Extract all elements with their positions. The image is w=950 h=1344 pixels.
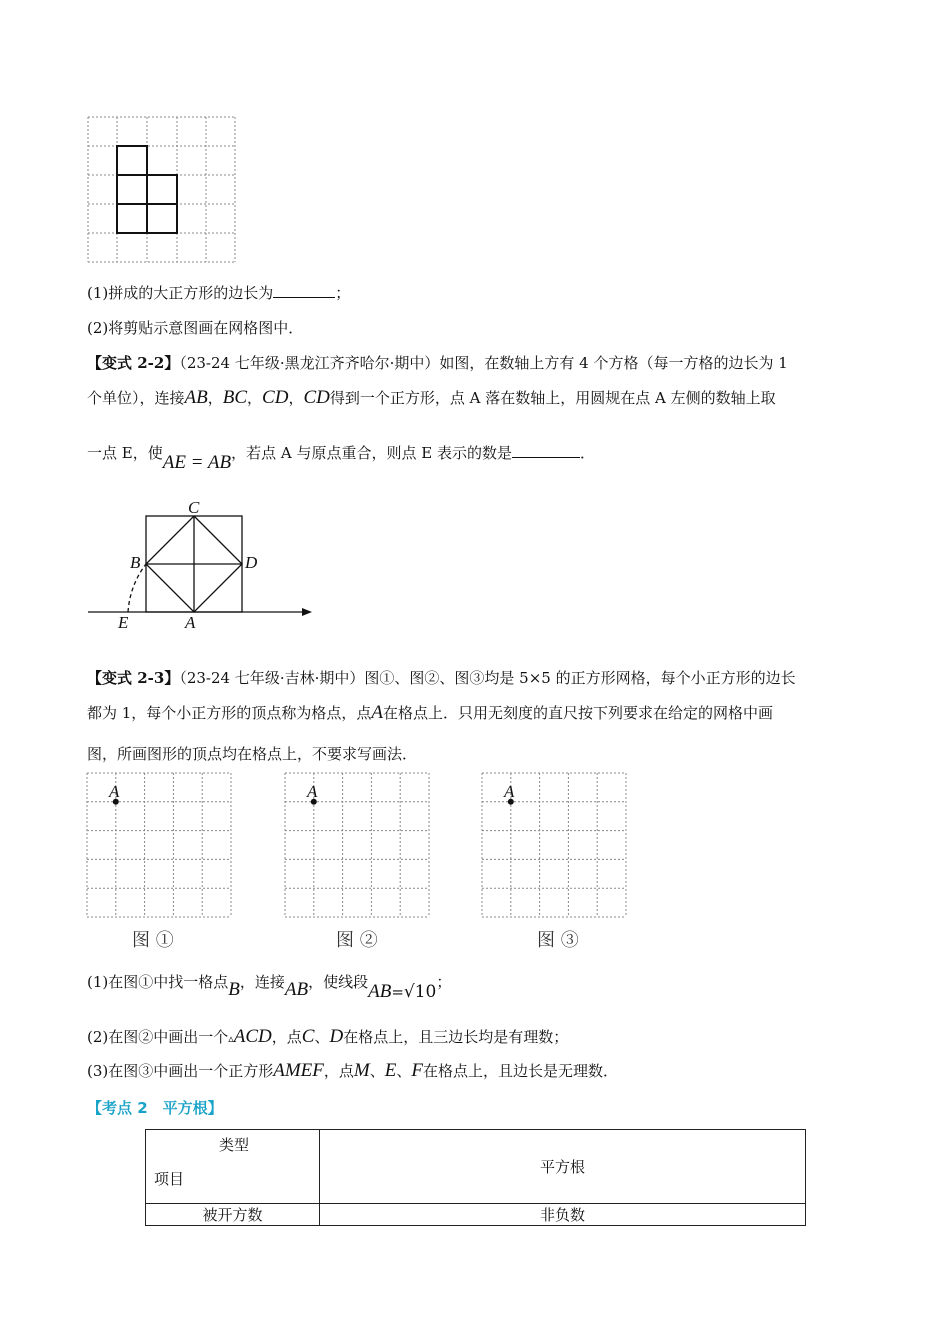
header-square-root: 平方根	[320, 1130, 806, 1204]
grid-figure-1	[86, 772, 234, 920]
l-shape-outline	[117, 146, 177, 233]
variant-2-3-line3: 图，所画图形的顶点均在格点上，不要求写画法．	[87, 745, 418, 763]
variant-2-2-line2: 个单位），连接AB，BC，CD，CD得到一个正方形，点 A 落在数轴上，用圆规在点 A 左侧的数轴上取	[87, 387, 776, 408]
row-label-radicand: 被开方数	[146, 1204, 320, 1226]
answer-blank-2[interactable]	[512, 443, 580, 458]
sub-question-2: (2)在图②中画出一个▵ACD，点C、D在格点上，且三边长均是有理数；	[87, 1026, 569, 1047]
label-c: C	[188, 498, 200, 517]
header-diagonal-cell	[146, 1130, 320, 1204]
label-e: E	[118, 613, 129, 630]
point-a-label: A	[109, 782, 120, 801]
caption-fig-3: 图 ③	[537, 930, 579, 951]
question-2: (2)将剪贴示意图画在网格图中．	[87, 319, 304, 337]
variant-2-2-line3: 一点 E，使AE = AB，若点 A 与原点重合，则点 E 表示的数是 ．	[87, 444, 595, 473]
number-line-figure	[80, 495, 320, 630]
point-a-label: A	[504, 782, 515, 801]
kaodian-heading: 【考点 2 平方根】	[87, 1099, 223, 1117]
sub-question-3: (3)在图③中画出一个正方形AMEF，点M、E、F在格点上，且边长是无理数．	[87, 1060, 619, 1081]
header-type: 类型	[219, 1136, 250, 1154]
row-value-nonnegative: 非负数	[320, 1204, 806, 1226]
point-a-label: A	[307, 782, 318, 801]
variant-2-3-line1: 【变式 2-3】（23-24 七年级·吉林·期中）图①、图②、图③均是 5×5 的正方形网格，每个小正方形的边长	[87, 669, 796, 687]
label-a: A	[185, 613, 196, 630]
label-b: B	[130, 553, 141, 572]
question-1: (1)拼成的大正方形的边长为 ；	[87, 284, 351, 302]
header-item: 项目	[154, 1170, 185, 1188]
variant-2-2-line1: 【变式 2-2】（23-24 七年级·黑龙江齐齐哈尔·期中）如图，在数轴上方有 4 个方格（每一方格的边长为 1	[87, 354, 788, 372]
sub-question-1: (1)在图①中找一格点B，连接AB，使线段AB=√10；	[87, 973, 452, 1002]
grid-figure-3	[481, 772, 629, 920]
arrow-icon	[302, 608, 312, 616]
grid-figure-2	[284, 772, 432, 920]
dotted-grid-figure	[86, 115, 238, 265]
variant-2-3-line2: 都为 1，每个小正方形的顶点称为格点，点A在格点上．只用无刻度的直尺按下列要求在给定的网格中画	[87, 702, 773, 723]
label-d: D	[245, 553, 258, 572]
caption-fig-2: 图 ②	[336, 930, 378, 951]
answer-blank-1[interactable]	[273, 283, 335, 298]
square-root-table	[145, 1129, 806, 1226]
caption-fig-1: 图 ①	[132, 930, 174, 951]
